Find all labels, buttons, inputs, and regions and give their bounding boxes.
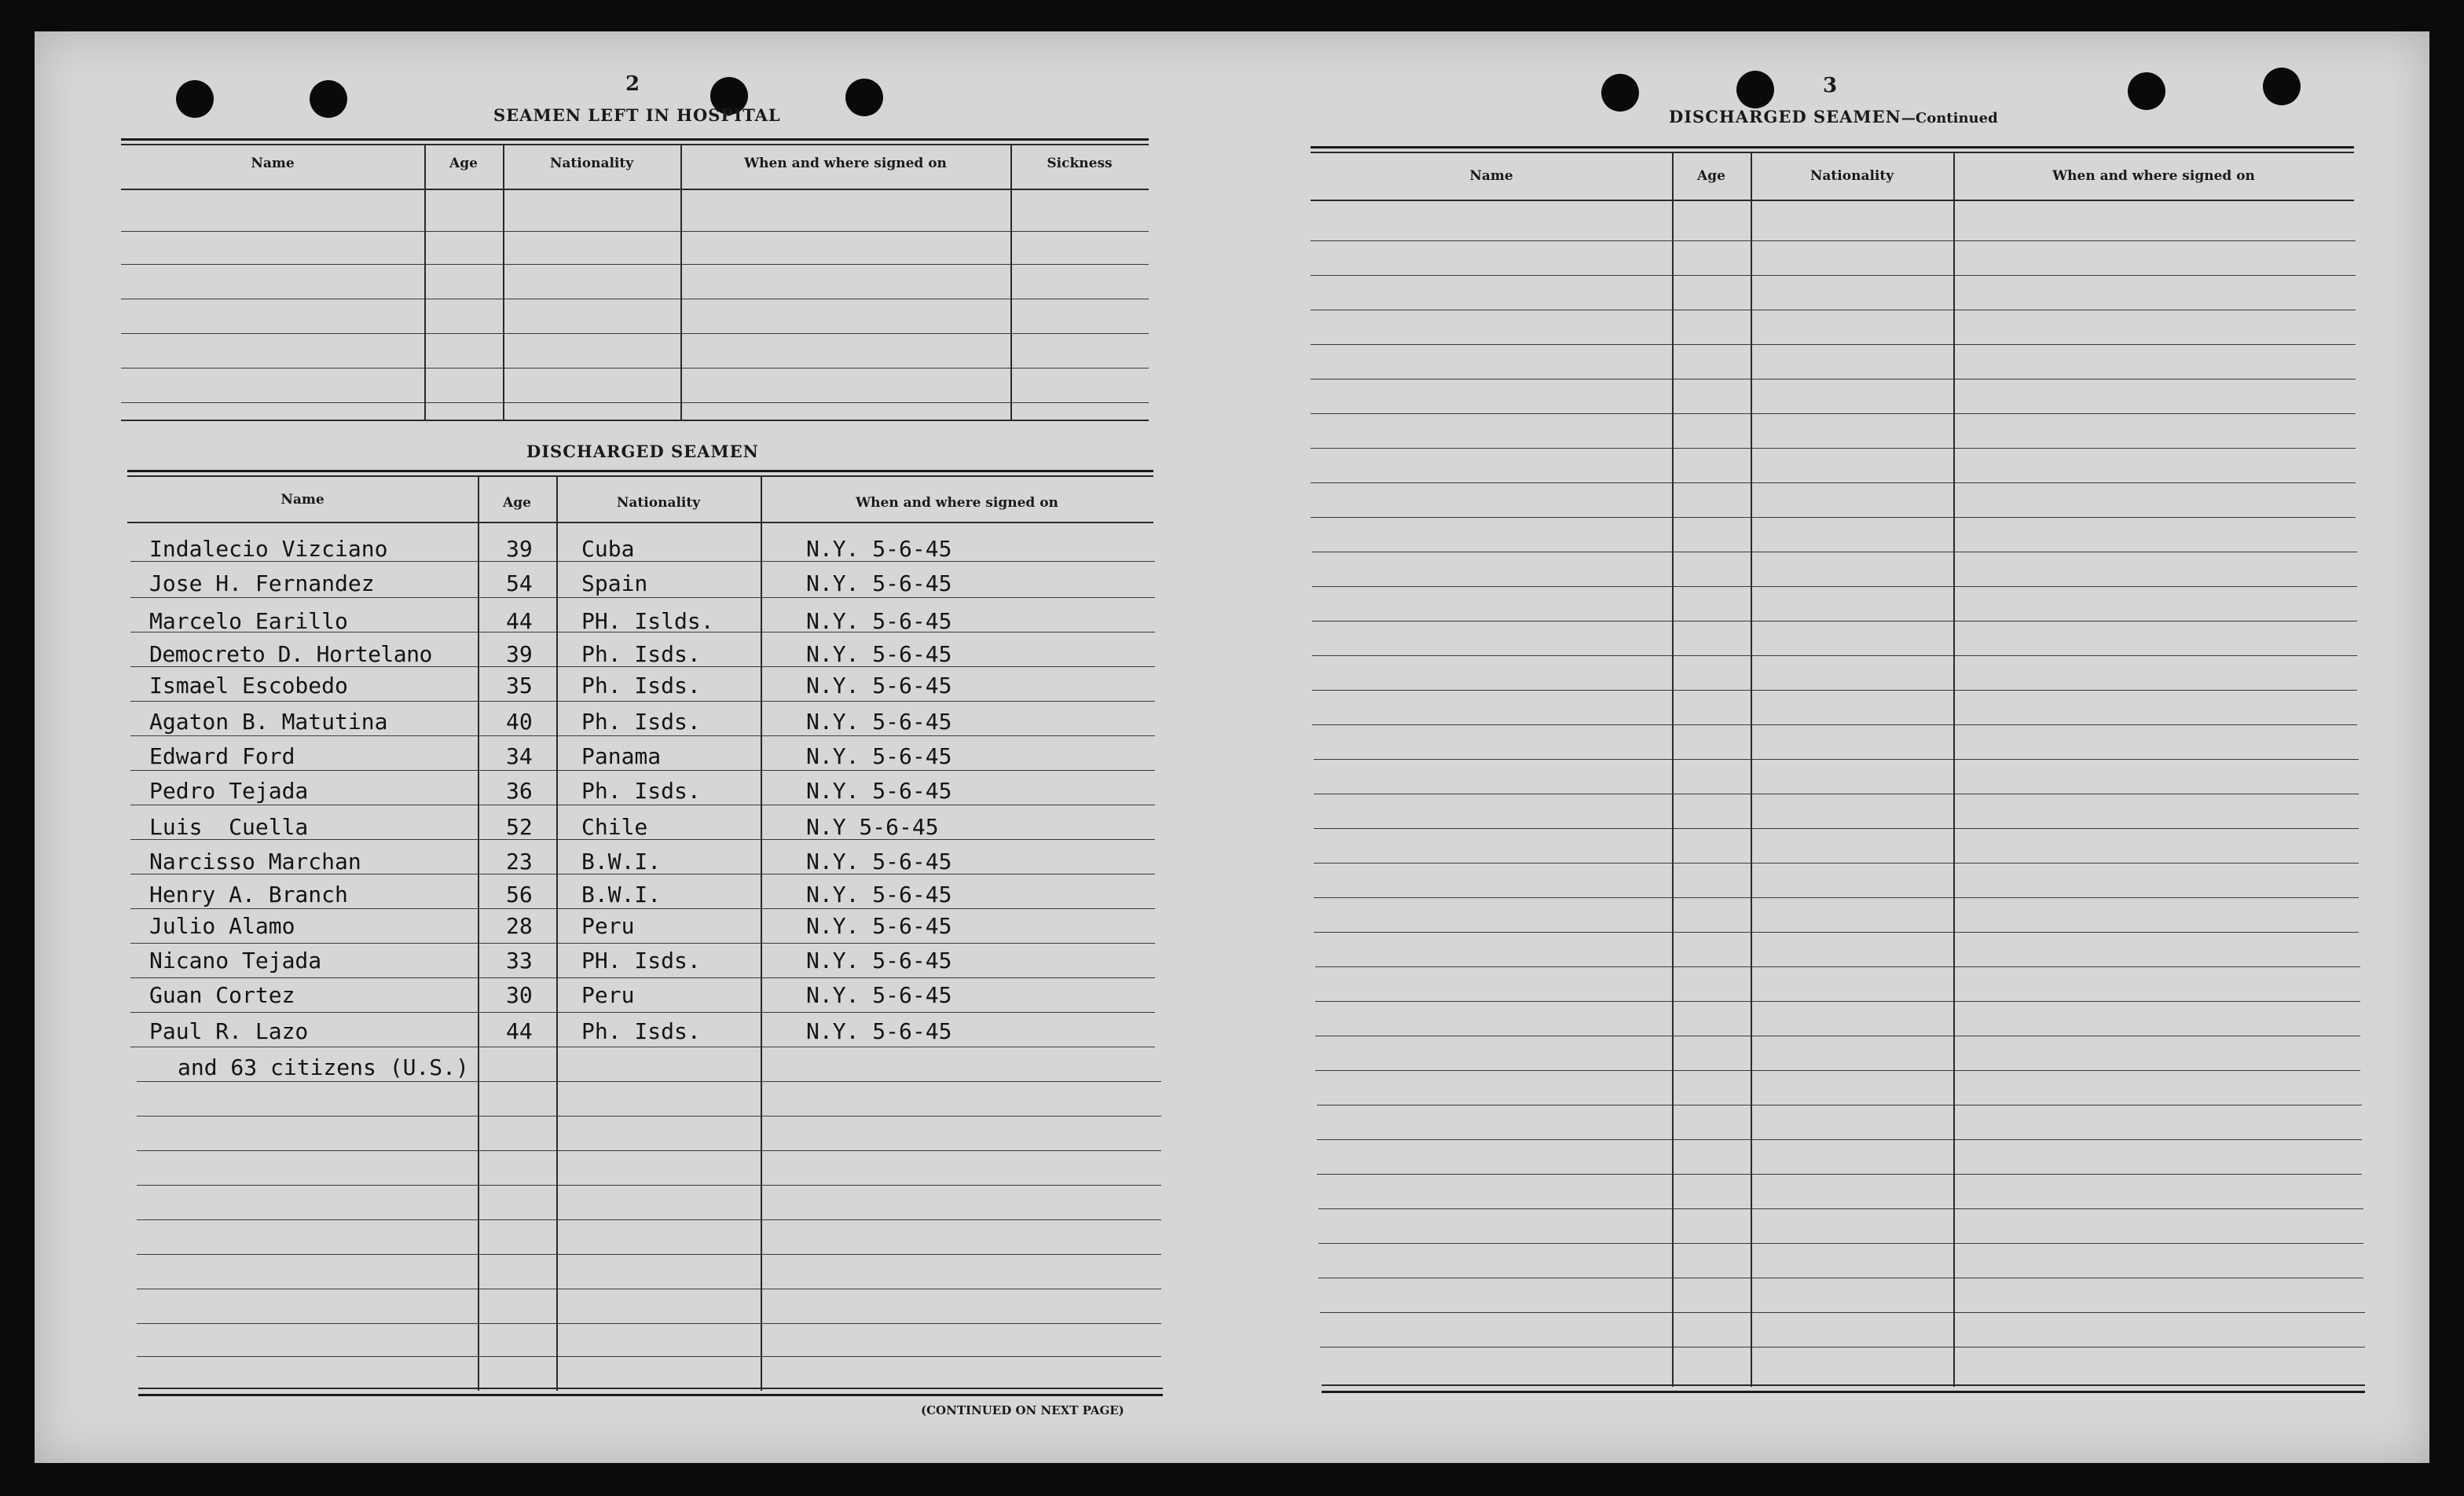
col-header-age: Age xyxy=(1697,168,1725,184)
seaman-nationality: Ph. Isds. xyxy=(581,709,701,735)
seaman-name: Edward Ford xyxy=(149,743,295,769)
seaman-nationality: Spain xyxy=(581,570,648,596)
seaman-name: Henry A. Branch xyxy=(149,882,348,908)
seaman-nationality: Cuba xyxy=(581,536,635,562)
punch-hole xyxy=(2263,68,2301,105)
seaman-nationality: Ph. Isds. xyxy=(581,673,701,698)
seaman-nationality: B.W.I. xyxy=(581,882,662,908)
seaman-age: 34 xyxy=(506,743,533,769)
page-number: 2 xyxy=(625,72,640,96)
seaman-signed-on: N.Y. 5-6-45 xyxy=(806,709,952,735)
seaman-nationality: Ph. Isds. xyxy=(581,778,701,804)
seaman-name: Narcisso Marchan xyxy=(149,849,361,874)
seaman-age: 54 xyxy=(506,570,533,596)
seaman-nationality: PH. Isds. xyxy=(581,948,701,974)
seaman-age: 52 xyxy=(506,814,533,840)
col-header-nationality: Nationality xyxy=(549,156,634,171)
punch-hole xyxy=(176,80,214,118)
seaman-age: 23 xyxy=(506,849,533,874)
seaman-age: 44 xyxy=(506,608,533,634)
seaman-signed-on: N.Y. 5-6-45 xyxy=(806,948,952,974)
seaman-name: Nicano Tejada xyxy=(149,948,322,974)
col-header-name: Name xyxy=(280,492,324,508)
seaman-age: 39 xyxy=(506,641,533,667)
continued-footer: (CONTINUED ON NEXT PAGE) xyxy=(921,1403,1124,1417)
discharged-section-title: DISCHARGED SEAMEN xyxy=(526,442,759,461)
col-header-name: Name xyxy=(251,156,295,171)
seaman-name: Jose H. Fernandez xyxy=(149,570,375,596)
seaman-age: 56 xyxy=(506,882,533,908)
seaman-name: Democreto D. Hortelano xyxy=(149,641,432,667)
seaman-signed-on: N.Y. 5-6-45 xyxy=(806,743,952,769)
seaman-signed-on: N.Y. 5-6-45 xyxy=(806,1018,952,1044)
punch-hole xyxy=(1736,71,1774,108)
seaman-nationality: Ph. Isds. xyxy=(581,641,701,667)
seaman-signed-on: N.Y. 5-6-45 xyxy=(806,673,952,698)
seaman-age: 44 xyxy=(506,1018,533,1044)
col-header-signed-on: When and where signed on xyxy=(856,495,1058,511)
title-text: DISCHARGED SEAMEN xyxy=(1669,107,1901,126)
seaman-name: Pedro Tejada xyxy=(149,778,309,804)
seaman-age: 33 xyxy=(506,948,533,974)
punch-hole xyxy=(2128,72,2165,110)
seaman-age: 36 xyxy=(506,778,533,804)
seaman-age: 39 xyxy=(506,536,533,562)
seaman-age: 40 xyxy=(506,709,533,735)
seaman-name: Indalecio Vizciano xyxy=(149,536,388,562)
page-number: 3 xyxy=(1823,74,1838,97)
seaman-nationality: Peru xyxy=(581,913,635,939)
seaman-signed-on: N.Y. 5-6-45 xyxy=(806,982,952,1008)
col-header-name: Name xyxy=(1469,168,1513,184)
seaman-signed-on: N.Y 5-6-45 xyxy=(806,814,939,840)
seaman-nationality: Chile xyxy=(581,814,648,840)
seaman-signed-on: N.Y. 5-6-45 xyxy=(806,641,952,667)
punch-hole xyxy=(1601,74,1639,112)
seaman-name: Ismael Escobedo xyxy=(149,673,348,698)
col-header-nationality: Nationality xyxy=(1810,168,1894,184)
seaman-name: Luis Cuella xyxy=(149,814,309,840)
seaman-age: 35 xyxy=(506,673,533,698)
seaman-nationality: Peru xyxy=(581,982,635,1008)
seaman-name: Agaton B. Matutina xyxy=(149,709,388,735)
seaman-signed-on: N.Y. 5-6-45 xyxy=(806,536,952,562)
seaman-name: Marcelo Earillo xyxy=(149,608,348,634)
seaman-name: Paul R. Lazo xyxy=(149,1018,309,1044)
col-header-age: Age xyxy=(503,495,531,511)
seaman-signed-on: N.Y. 5-6-45 xyxy=(806,608,952,634)
seaman-nationality: Ph. Isds. xyxy=(581,1018,701,1044)
citizens-note: and 63 citizens (U.S.) xyxy=(178,1054,469,1080)
punch-hole xyxy=(310,80,347,118)
ledger-sheet xyxy=(35,31,2429,1463)
seaman-name: Julio Alamo xyxy=(149,913,295,939)
col-header-sickness: Sickness xyxy=(1047,156,1113,171)
seaman-signed-on: N.Y. 5-6-45 xyxy=(806,882,952,908)
seaman-signed-on: N.Y. 5-6-45 xyxy=(806,849,952,874)
col-header-signed-on: When and where signed on xyxy=(2052,168,2255,184)
seaman-nationality: B.W.I. xyxy=(581,849,662,874)
seaman-signed-on: N.Y. 5-6-45 xyxy=(806,778,952,804)
seaman-nationality: PH. Islds. xyxy=(581,608,714,634)
title-suffix: —Continued xyxy=(1901,110,1998,126)
col-header-age: Age xyxy=(449,156,478,171)
hospital-section-title: SEAMEN LEFT IN HOSPITAL xyxy=(493,105,781,125)
seaman-age: 30 xyxy=(506,982,533,1008)
col-header-nationality: Nationality xyxy=(616,495,701,511)
seaman-name: Guan Cortez xyxy=(149,982,295,1008)
seaman-signed-on: N.Y. 5-6-45 xyxy=(806,913,952,939)
col-header-signed-on: When and where signed on xyxy=(744,156,947,171)
seaman-age: 28 xyxy=(506,913,533,939)
punch-hole xyxy=(845,79,883,116)
seaman-signed-on: N.Y. 5-6-45 xyxy=(806,570,952,596)
seaman-nationality: Panama xyxy=(581,743,662,769)
continued-section-title xyxy=(1669,107,1998,126)
